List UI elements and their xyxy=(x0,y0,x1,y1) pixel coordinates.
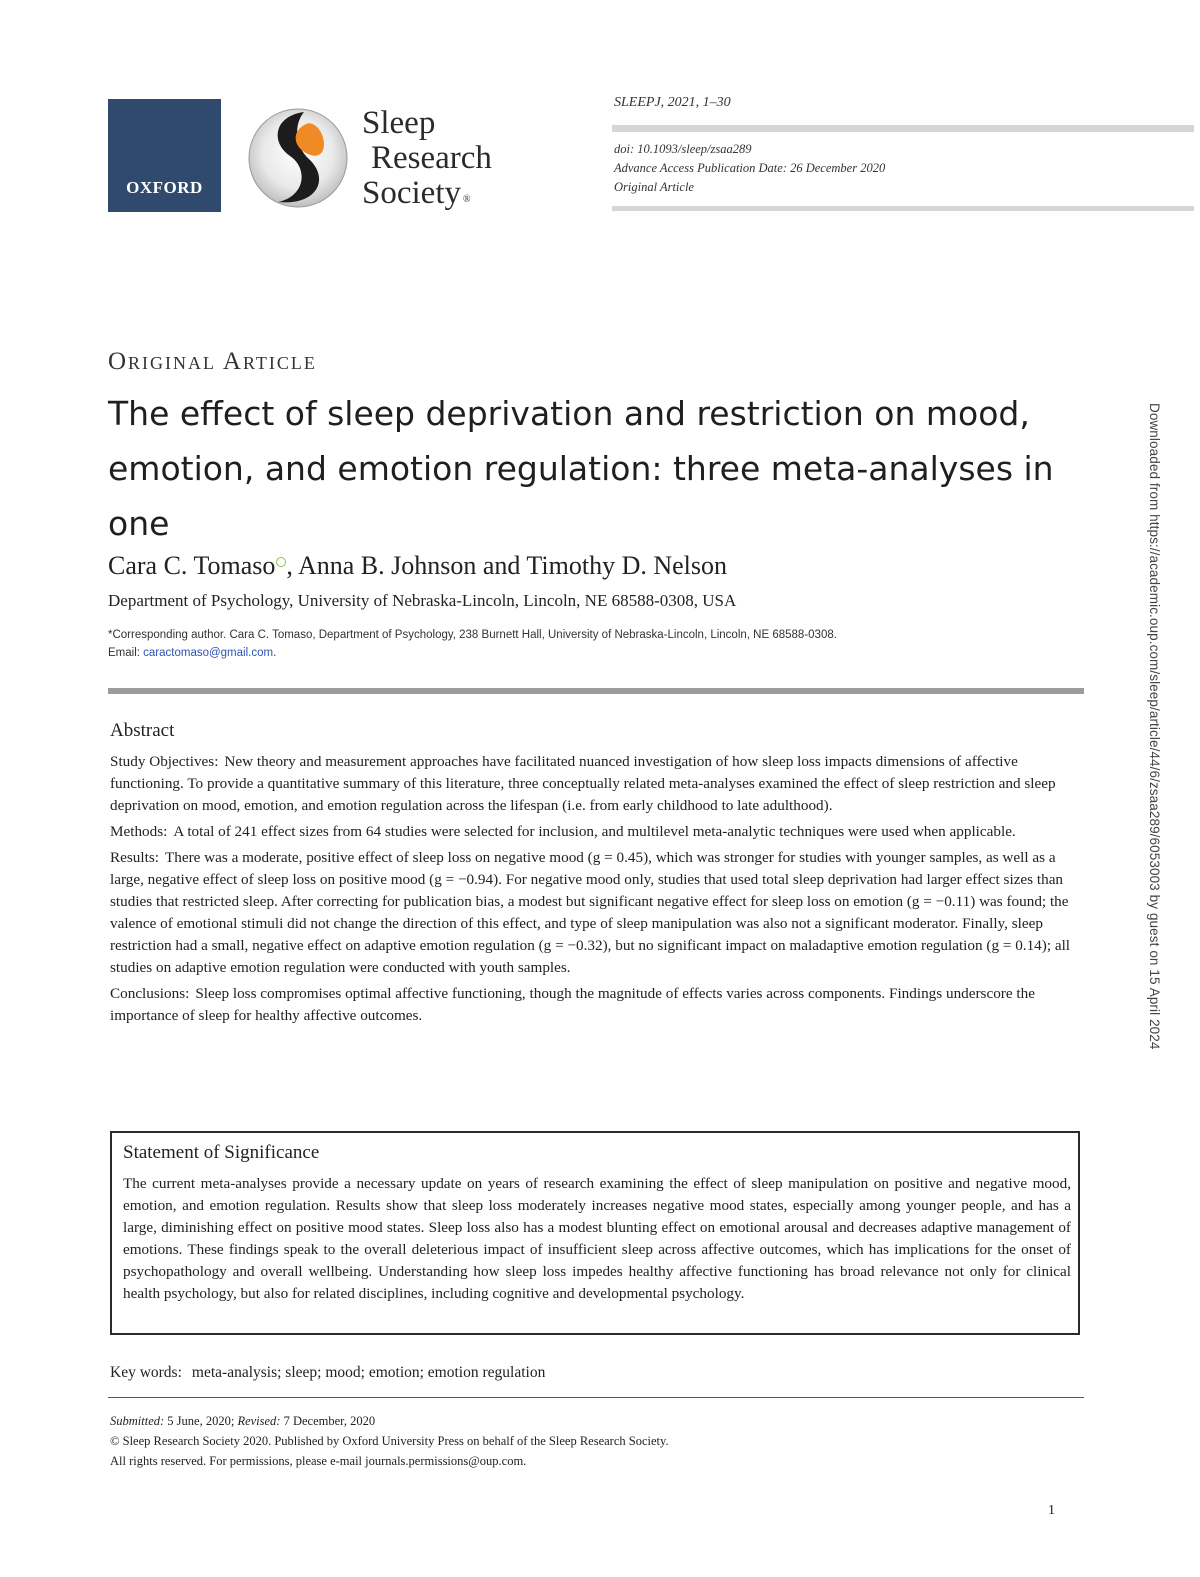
meta-divider-top xyxy=(612,125,1194,132)
article-type: Original Article xyxy=(108,348,317,375)
journal-citation: SLEEPJ, 2021, 1–30 xyxy=(614,95,731,110)
objectives-text: New theory and measurement approaches have facilitated nuanced investigation of how sleep loss impacts dimensions of affective functioning. To provide a quantitative summary of this literature, three conceptually related meta-analyses examined the effect of sleep restriction and sleep deprivation on mood, emotion, and emotion regulation across the lifespan (i.e. from early childhood to late adulthood). xyxy=(110,753,1056,814)
email-link[interactable]: caractomaso@gmail.com xyxy=(143,647,274,659)
corresponding-author xyxy=(108,626,837,662)
significance-heading: Statement of Significance xyxy=(123,1142,320,1163)
abstract-objectives xyxy=(110,751,1085,817)
email-label: Email: xyxy=(108,647,144,659)
footer-notes xyxy=(110,1411,669,1471)
submitted-label: Submitted: xyxy=(110,1414,165,1428)
keywords-divider xyxy=(108,1397,1084,1398)
results-label: Results: xyxy=(110,849,159,866)
article-meta xyxy=(614,140,885,197)
doi[interactable]: doi: 10.1093/sleep/zsaa289 xyxy=(614,142,752,156)
conclusions-text: Sleep loss compromises optimal affective functioning, though the magnitude of effects varies across components. Findings underscore the importance of sleep for healthy affective outcomes. xyxy=(110,985,1035,1024)
society-name xyxy=(362,106,492,211)
article-category: Original Article xyxy=(614,180,694,194)
page-number: 1 xyxy=(1048,1503,1055,1518)
email-suffix: . xyxy=(273,647,277,659)
submission-dates xyxy=(110,1411,669,1431)
revised-label: Revised: xyxy=(237,1414,281,1428)
article-title: The effect of sleep deprivation and restriction on mood, emotion, and emotion regulation: three meta-analyses in one xyxy=(108,394,1054,543)
header-divider xyxy=(108,688,1084,694)
significance-text: The current meta-analyses provide a necessary update on years of research examining the effect of sleep manipulation on positive and negative mood, emotion, and emotion regulation. Results show that sleep loss moderately increases negative mood states, especially among younger people, and has a large, diminishing effect on positive mood states. Sleep loss also has a modest blunting effect on emotional arousal and decreases adaptive management of emotions. These findings speak to the overall deleterious impact of insufficient sleep across affective outcomes, which has implications for the onset of psychopathology and overall wellbeing. Understanding how sleep loss impedes healthy affective functioning has broad relevance not only for clinical health psychology, but also for related disciplines, including cognitive and developmental psychology. xyxy=(123,1175,1071,1302)
copyright: © Sleep Research Society 2020. Published by Oxford University Press on behalf of the Sleep Research Society. xyxy=(110,1434,669,1448)
submitted-date: 5 June, 2020; xyxy=(164,1414,238,1428)
oxford-logo-text: OXFORD xyxy=(126,178,203,197)
keywords-label: Key words: xyxy=(110,1364,182,1381)
corresponding-author-text: *Corresponding author. Cara C. Tomaso, Department of Psychology, 238 Burnett Hall, University of Nebraska-Lincoln, Lincoln, NE 68588-0308. xyxy=(108,629,837,641)
orcid-icon[interactable] xyxy=(276,557,286,567)
author-rest: , Anna B. Johnson and Timothy D. Nelson xyxy=(286,551,728,580)
author-list xyxy=(108,551,727,581)
objectives-label: Study Objectives: xyxy=(110,753,219,770)
registered-mark: ® xyxy=(462,194,471,205)
abstract-conclusions xyxy=(110,983,1085,1027)
results-text: There was a moderate, positive effect of sleep loss on negative mood (g = 0.45), which was stronger for studies with younger samples, as well as a large, negative effect of sleep loss on positive mood (g = −0.94). For negative mood only, studies that used total sleep deprivation had larger effect sizes than studies that restricted sleep. After correcting for publication bias, a modest but significant negative effect for sleep loss on emotion (g = −0.11) was found; the valence of emotional stimuli did not change the direction of this effect, and type of sleep manipulation was also not a significant moderator. Finally, sleep restriction had a small, negative effect on adaptive emotion regulation (g = −0.32), but no significant impact on maladaptive emotion regulation (g = 0.14); all studies on adaptive emotion regulation were conducted with youth samples. xyxy=(110,849,1071,976)
methods-label: Methods: xyxy=(110,823,168,840)
revised-date: 7 December, 2020 xyxy=(280,1414,376,1428)
society-name-line-2: Research xyxy=(371,140,492,176)
conclusions-label: Conclusions: xyxy=(110,985,190,1002)
society-name-line-1: Sleep xyxy=(362,105,436,141)
abstract-results xyxy=(110,847,1085,979)
rights-statement: All rights reserved. For permissions, please e-mail journals.permissions@oup.com. xyxy=(110,1454,527,1468)
abstract-heading: Abstract xyxy=(110,720,175,741)
oxford-logo xyxy=(108,99,221,212)
sleep-research-society-logo-icon xyxy=(246,106,350,210)
abstract-methods xyxy=(110,821,1085,843)
download-watermark: Downloaded from https://academic.oup.com/sleep/article/44/6/zsaa289/6053003 by guest on 15 April 2024 xyxy=(1147,403,1162,1050)
society-name-line-3: Society xyxy=(362,175,461,211)
meta-divider-bottom xyxy=(612,206,1194,211)
author-first[interactable]: Cara C. Tomaso xyxy=(108,551,276,580)
abstract-body xyxy=(110,751,1085,1031)
keywords-text: meta-analysis; sleep; mood; emotion; emotion regulation xyxy=(191,1364,546,1381)
keywords xyxy=(110,1364,545,1382)
affiliation: Department of Psychology, University of Nebraska-Lincoln, Lincoln, NE 68588-0308, USA xyxy=(108,591,737,610)
methods-text: A total of 241 effect sizes from 64 studies were selected for inclusion, and multilevel meta-analytic techniques were used when applicable. xyxy=(173,823,1016,840)
publication-date: Advance Access Publication Date: 26 December 2020 xyxy=(614,161,886,175)
